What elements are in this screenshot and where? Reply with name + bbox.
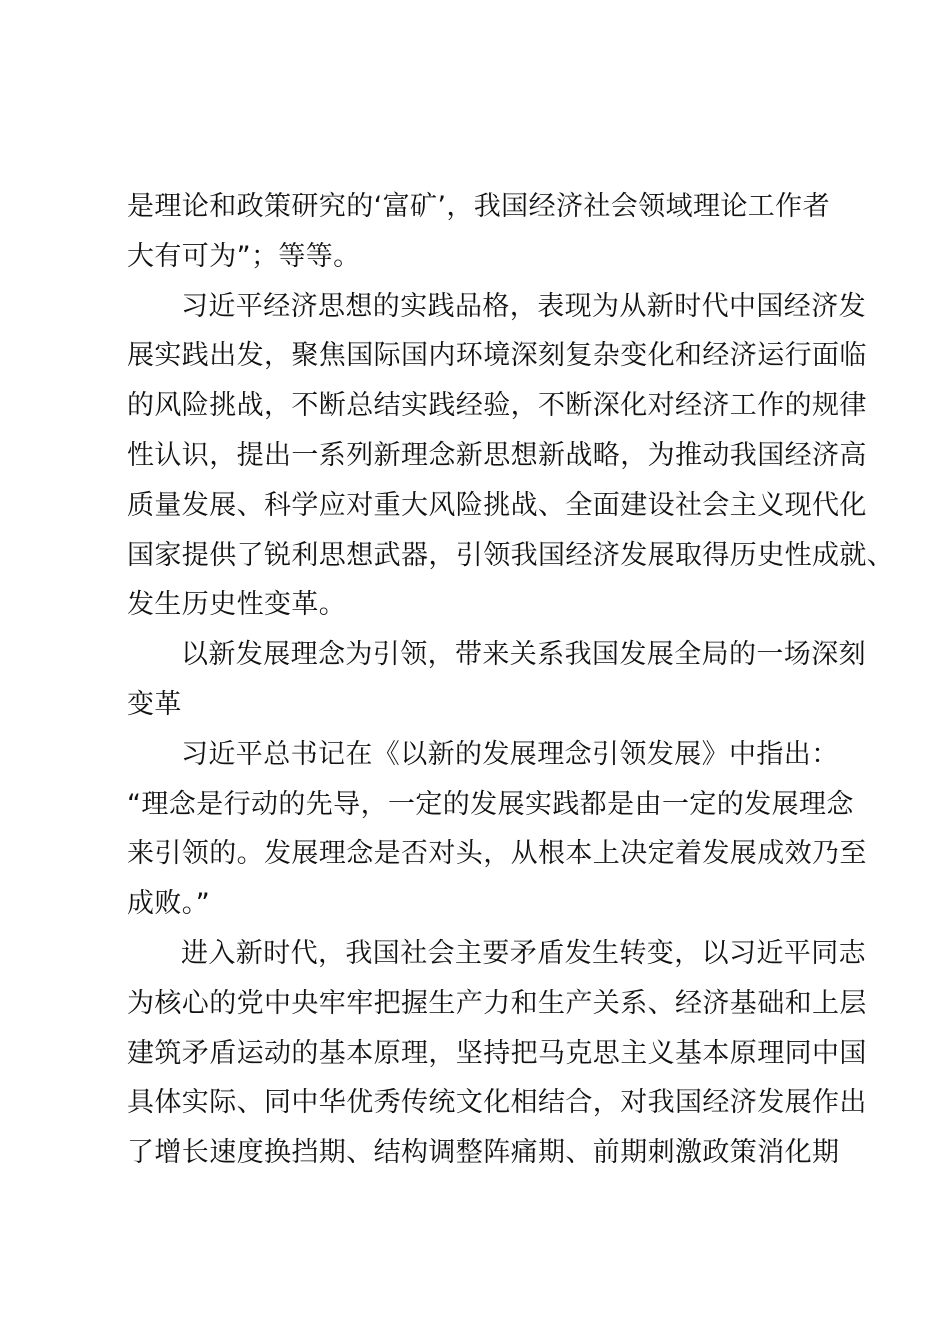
text-line: 质量发展、科学应对重大风险挑战、全面建设社会主义现代化 [127,489,867,521]
quote-line: 成败。” [127,888,211,920]
paragraph-first-line: 习近平经济思想的实践品格，表现为从新时代中国经济发 [181,290,866,322]
text-line: 展实践出发，聚焦国际国内环境深刻复杂变化和经济运行面临 [127,340,867,372]
text-line: 是理论和政策研究的‘富矿’，我国经济社会领域理论工作者 [127,191,830,222]
quote-line: “理念是行动的先导，一定的发展实践都是由一定的发展理念 [127,788,854,820]
text-line: 建筑矛盾运动的基本原理，坚持把马克思主义基本原理同中国 [127,1037,867,1069]
text-line: 大有可为”；等等。 [127,240,361,272]
text-line: 性认识，提出一系列新理念新思想新战略，为推动我国经济高 [127,439,867,471]
body-text [127,182,895,1178]
text-line: 为核心的党中央牢牢把握生产力和生产关系、经济基础和上层 [127,987,867,1019]
text-line: 国家提供了锐利思想武器，引领我国经济发展取得历史性成就、 [127,539,895,571]
paragraph-first-line: 习近平总书记在《以新的发展理念引领发展》中指出： [181,738,839,770]
text-line: 发生历史性变革。 [127,589,347,621]
paragraph-first-line: 进入新时代，我国社会主要矛盾发生转变，以习近平同志 [181,937,866,969]
text-line: 的风险挑战，不断总结实践经验，不断深化对经济工作的规律 [127,390,867,422]
text-line: 了增长速度换挡期、结构调整阵痛期、前期刺激政策消化期 [127,1137,840,1169]
section-heading-line: 以新发展理念为引领，带来关系我国发展全局的一场深刻 [181,639,866,671]
quote-line: 来引领的。发展理念是否对头，从根本上决定着发展成效乃至 [127,838,867,870]
text-line: 具体实际、同中华优秀传统文化相结合，对我国经济发展作出 [127,1087,867,1119]
section-heading-line: 变革 [127,688,182,720]
